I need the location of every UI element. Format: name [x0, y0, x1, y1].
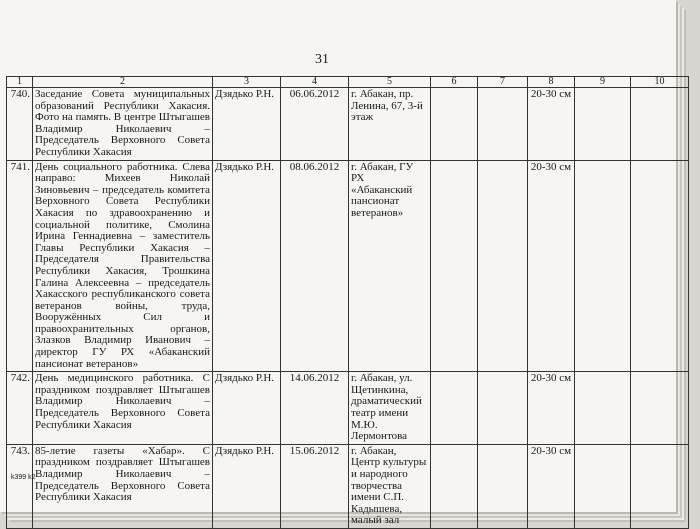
- column-header: 7: [478, 77, 528, 88]
- row-author: Дзядько Р.Н.: [213, 88, 281, 161]
- row-description: 85-летие газеты «Хабар». С праздником поздравляет Штыгашев Владимир Николаевич – Председатель Верховного Совета Республики Хакасия: [33, 444, 213, 528]
- row-number: 741.: [7, 160, 33, 372]
- row-description: День социального работника. Слева направо: Михеев Николай Зиновьевич – председатель комитета Верховного Совета Республики Хакасия по здравоохранению и социальной политике, Смолина Ирина Геннадиевна – заместитель Главы Республики Хакасия – Председателя Правительства Республики Хакасия, Трошкина Галина Алексеевна – председатель Хакасского республиканского совета ветеранов войны, труда, Вооружённых Сил и правоохранительных органов, Злазков Владимир Иванович – директор ГУ РХ «Абаканский пансионат ветеранов»: [33, 160, 213, 372]
- row-col9: [575, 444, 631, 528]
- row-size: 20-30 см: [528, 160, 575, 372]
- column-header: 4: [281, 77, 349, 88]
- row-col6: [431, 372, 478, 445]
- row-col10: [631, 160, 689, 372]
- table-row: [7, 88, 689, 161]
- row-description: День медицинского работника. С праздником поздравляет Штыгашев Владимир Николаевич – Председатель Верховного Совета Республики Хакасия: [33, 372, 213, 445]
- row-number: 743.: [7, 444, 33, 528]
- footnote-code: k399 k2: [11, 474, 36, 481]
- row-date: 15.06.2012: [281, 444, 349, 528]
- row-col10: [631, 444, 689, 528]
- register-table: [6, 76, 689, 529]
- row-col9: [575, 372, 631, 445]
- column-header: 10: [631, 77, 689, 88]
- row-size: 20-30 см: [528, 372, 575, 445]
- row-col6: [431, 88, 478, 161]
- row-col9: [575, 160, 631, 372]
- row-col7: [478, 444, 528, 528]
- column-header: 1: [7, 77, 33, 88]
- row-place: г. Абакан, пр. Ленина, 67, 3-й этаж: [349, 88, 431, 161]
- row-col6: [431, 160, 478, 372]
- row-date: 08.06.2012: [281, 160, 349, 372]
- column-header: 2: [33, 77, 213, 88]
- row-place: г. Абакан, ГУ РХ «Абаканский пансионат ветеранов»: [349, 160, 431, 372]
- row-place: г. Абакан, ул. Щетинкина, драматический театр имени М.Ю. Лермонтова: [349, 372, 431, 445]
- column-header: 5: [349, 77, 431, 88]
- row-date: 14.06.2012: [281, 372, 349, 445]
- column-header: 3: [213, 77, 281, 88]
- row-description: Заседание Совета муниципальных образований Республики Хакасия. Фото на память. В центре Штыгашев Владимир Николаевич – Председатель Верховного Совета Республики Хакасия: [33, 88, 213, 161]
- row-size: 20-30 см: [528, 444, 575, 528]
- column-header: 9: [575, 77, 631, 88]
- row-col7: [478, 88, 528, 161]
- row-date: 06.06.2012: [281, 88, 349, 161]
- page-number: 31: [315, 52, 329, 67]
- table-row: [7, 160, 689, 372]
- row-author: Дзядько Р.Н.: [213, 372, 281, 445]
- column-header: 6: [431, 77, 478, 88]
- row-number: 740.: [7, 88, 33, 161]
- row-col9: [575, 88, 631, 161]
- column-number-row: [7, 77, 689, 88]
- row-col7: [478, 372, 528, 445]
- table-row: [7, 444, 689, 528]
- row-col10: [631, 88, 689, 161]
- row-author: Дзядько Р.Н.: [213, 160, 281, 372]
- table-row: [7, 372, 689, 445]
- column-header: 8: [528, 77, 575, 88]
- row-place: г. Абакан, Центр культуры и народного творчества имени С.П. Кадышева, малый зал: [349, 444, 431, 528]
- row-number: 742.: [7, 372, 33, 445]
- row-author: Дзядько Р.Н.: [213, 444, 281, 528]
- row-col7: [478, 160, 528, 372]
- row-col10: [631, 372, 689, 445]
- row-size: 20-30 см: [528, 88, 575, 161]
- row-col6: [431, 444, 478, 528]
